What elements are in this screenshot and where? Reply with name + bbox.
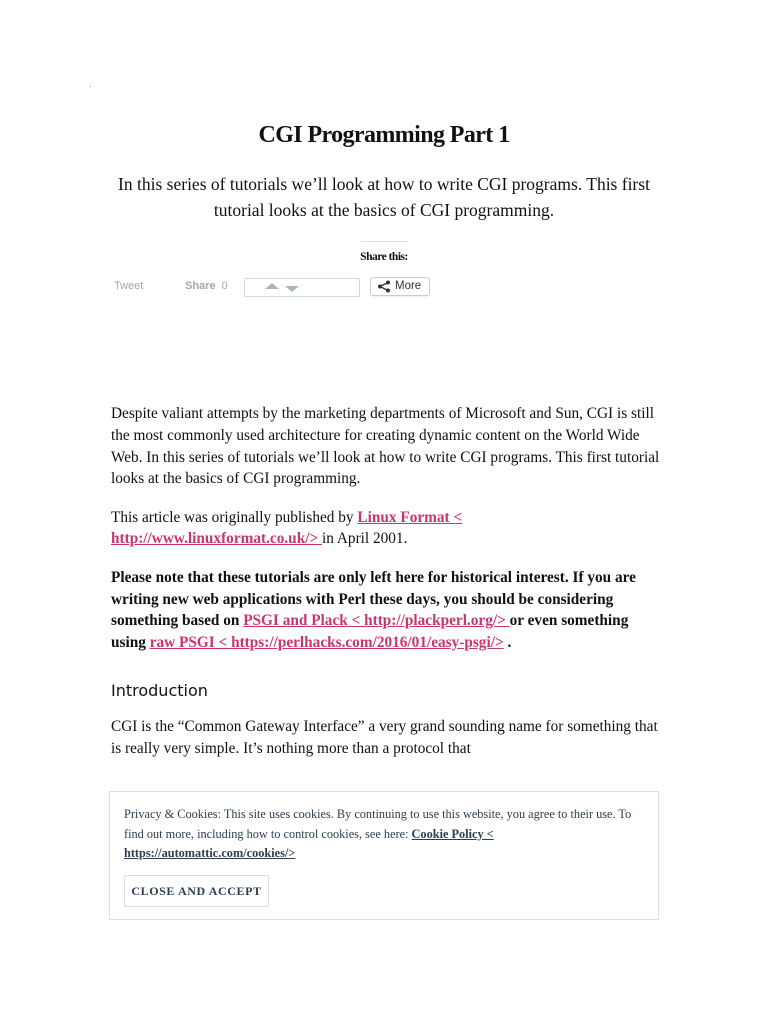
publication-date-text: in April 2001. [322,530,408,548]
decorative-dot [90,86,91,87]
psgi-plack-link[interactable]: PSGI and Plack < http://plackperl.org/> [243,612,510,630]
historical-note-text: Please note that these tutorials are only left here for historical interest. If you are writing new web applications with Perl these days, you should be considering something based on [111,568,636,630]
vote-widget[interactable] [244,278,360,297]
share-divider [361,241,408,242]
cookie-notice-text [124,805,648,864]
cgi-definition-paragraph: CGI is the “Common Gateway Interface” a very grand sounding name for something that is really very simple. It’s nothing more than a protocol that [111,717,658,757]
cookie-policy-link[interactable]: Cookie Policy < https://automattic.com/cookies/> [124,826,494,860]
share-buttons-row [0,276,768,298]
cookie-notice-body: Privacy & Cookies: This site uses cookies. By continuing to use this website, you agree to their use. To find out more, including how to control cookies, see here: [124,807,632,841]
share-heading: Share this: [360,251,408,263]
introduction-heading: Introduction [111,680,208,700]
vote-arrows-icon [263,281,303,293]
page-title: CGI Programming Part 1 [258,122,510,148]
tweet-button[interactable]: Tweet [114,280,144,292]
close-and-accept-button[interactable]: CLOSE AND ACCEPT [124,875,269,907]
intro-paragraph: Despite valiant attempts by the marketing departments of Microsoft and Sun, CGI is still the most commonly used architecture for creating dynamic content on the World Wide Web. In this series of tutorials we’ll look at how to write CGI programs. This first tutorial looks at the basics of CGI programming. [111,405,660,488]
facebook-share-label: Share [185,280,216,292]
publication-text: This article was originally published by [111,508,358,526]
facebook-share-count: 0 [221,280,228,292]
historical-note-middle: or even something using [111,612,629,652]
publication-paragraph [111,507,661,551]
historical-note-paragraph [111,567,661,654]
linux-format-link[interactable]: Linux Format < http://www.linuxformat.co.uk/> [111,508,463,548]
share-icon [377,280,391,293]
raw-psgi-link[interactable]: raw PSGI < https://perlhacks.com/2016/01/easy-psgi/> [149,634,504,652]
post-content [111,403,661,776]
facebook-share-button[interactable] [185,280,228,292]
historical-note-end: . [503,634,512,652]
post-subtitle: In this series of tutorials we’ll look at how to write CGI programs. This first tutorial looks at the basics of CGI programming. [118,174,650,220]
more-label: More [395,280,422,292]
cookie-banner [109,791,659,920]
more-share-button[interactable] [370,277,430,296]
